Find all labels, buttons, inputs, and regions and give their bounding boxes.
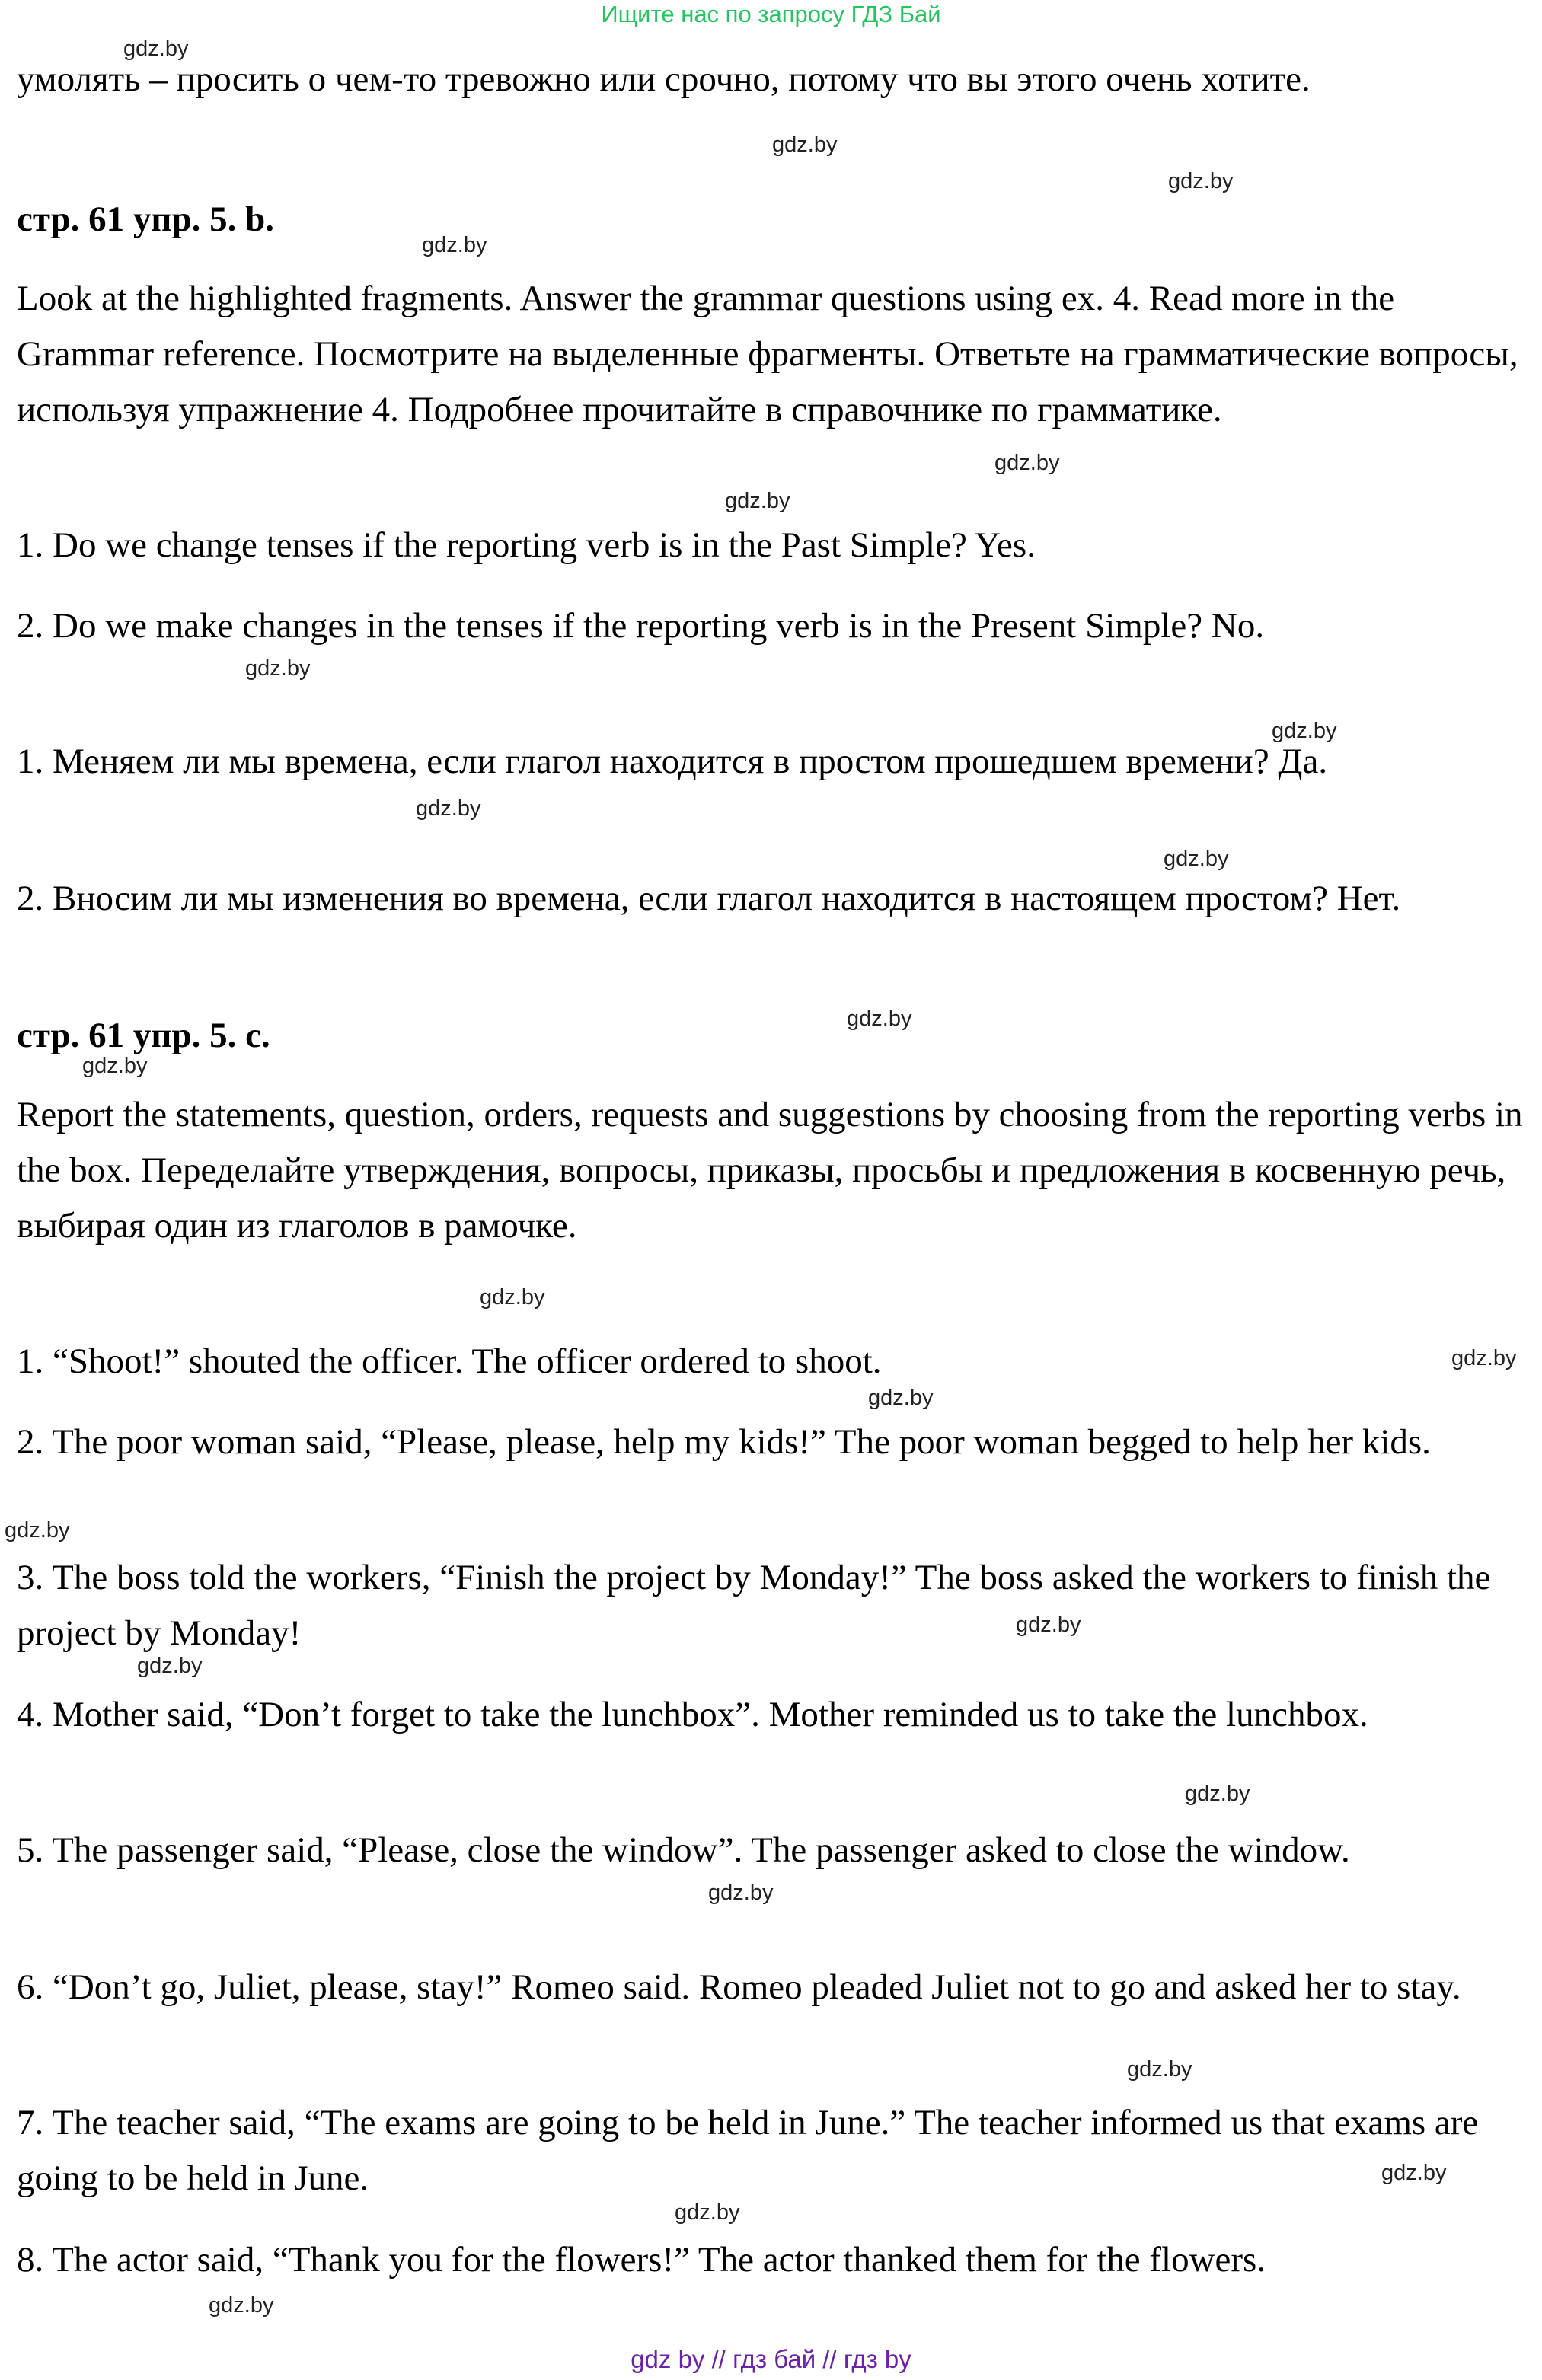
watermark: gdz.by — [1185, 1782, 1250, 1806]
watermark: gdz.by — [1168, 169, 1234, 193]
watermark: gdz.by — [123, 37, 189, 61]
watermark: gdz.by — [675, 2200, 740, 2225]
answer-ru-1: 1. Меняем ли мы времена, если глагол находится в простом прошедшем времени? Да. — [17, 742, 1328, 781]
watermark: gdz.by — [422, 233, 487, 257]
item-8: 8. The actor said, “Thank you for the flowers!” The actor thanked them for the flowers. — [17, 2240, 1266, 2280]
watermark: gdz.by — [137, 1654, 203, 1678]
answer-ru-2: 2. Вносим ли мы изменения во времена, если глагол находится в настоящем простом? Нет. — [17, 879, 1401, 918]
watermark: gdz.by — [416, 796, 481, 821]
watermark: gdz.by — [725, 489, 790, 513]
watermark: gdz.by — [82, 1054, 148, 1078]
watermark: gdz.by — [1164, 847, 1229, 871]
watermark: gdz.by — [1451, 1346, 1517, 1370]
answer-en-2: 2. Do we make changes in the tenses if the reporting verb is in the Present Simple? No. — [17, 606, 1265, 646]
item-6: 6. “Don’t go, Juliet, please, stay!” Romeo said. Romeo pleaded Juliet not to go and asked her to stay. — [17, 1967, 1461, 2007]
item-2: 2. The poor woman said, “Please, please, help my kids!” The poor woman begged to help her kids. — [17, 1422, 1431, 1462]
watermark: gdz.by — [847, 1007, 912, 1031]
watermark: gdz.by — [868, 1386, 934, 1410]
item-4: 4. Mother said, “Don’t forget to take the lunchbox”. Mother reminded us to take the lunchbox. — [17, 1695, 1368, 1734]
footer-links[interactable]: gdz by // гдз бай // гдз by — [631, 2345, 911, 2373]
watermark: gdz.by — [1127, 2057, 1192, 2082]
item-7: 7. The teacher said, “The exams are going to be held in June.” The teacher informed us that exams are going to be held in June. — [17, 2103, 1479, 2198]
paragraph-instructions-5b: Look at the highlighted fragments. Answer the grammar questions using ex. 4. Read more in the Grammar reference. Посмотрите на выделенные фрагменты. Ответьте на грамматические вопросы, используя упражнение 4. Подробнее прочитайте в справочнике по грамматике. — [17, 279, 1518, 429]
heading-ex5c: стр. 61 упр. 5. c. — [17, 1016, 270, 1055]
answer-en-1: 1. Do we change tenses if the reporting verb is in the Past Simple? Yes. — [17, 525, 1036, 565]
heading-ex5b: стр. 61 упр. 5. b. — [17, 199, 275, 239]
watermark: gdz.by — [1381, 2161, 1447, 2185]
watermark: gdz.by — [480, 1285, 545, 1310]
watermark: gdz.by — [209, 2293, 274, 2318]
watermark: gdz.by — [245, 656, 311, 681]
item-5: 5. The passenger said, “Please, close the window”. The passenger asked to close the window. — [17, 1830, 1350, 1870]
watermark: gdz.by — [1016, 1613, 1081, 1637]
paragraph-definition: умолять – просить о чем-то тревожно или срочно, потому что вы этого очень хотите. — [17, 59, 1311, 99]
item-1: 1. “Shoot!” shouted the officer. The officer ordered to shoot. — [17, 1342, 882, 1381]
item-3: 3. The boss told the workers, “Finish the project by Monday!” The boss asked the workers to finish the project by Monday! — [17, 1558, 1491, 1653]
watermark: gdz.by — [772, 132, 838, 157]
watermark: gdz.by — [5, 1518, 70, 1543]
top-banner[interactable]: Ищите нас по запросу ГДЗ Бай — [601, 1, 941, 27]
paragraph-instructions-5c: Report the statements, question, orders, requests and suggestions by choosing from the reporting verbs in the box. Переделайте утверждения, вопросы, приказы, просьбы и предложения в косвенную речь, выбирая один из глаголов в рамочке. — [17, 1095, 1523, 1246]
watermark: gdz.by — [1272, 719, 1337, 743]
watermark: gdz.by — [708, 1881, 774, 1905]
watermark: gdz.by — [994, 451, 1060, 475]
